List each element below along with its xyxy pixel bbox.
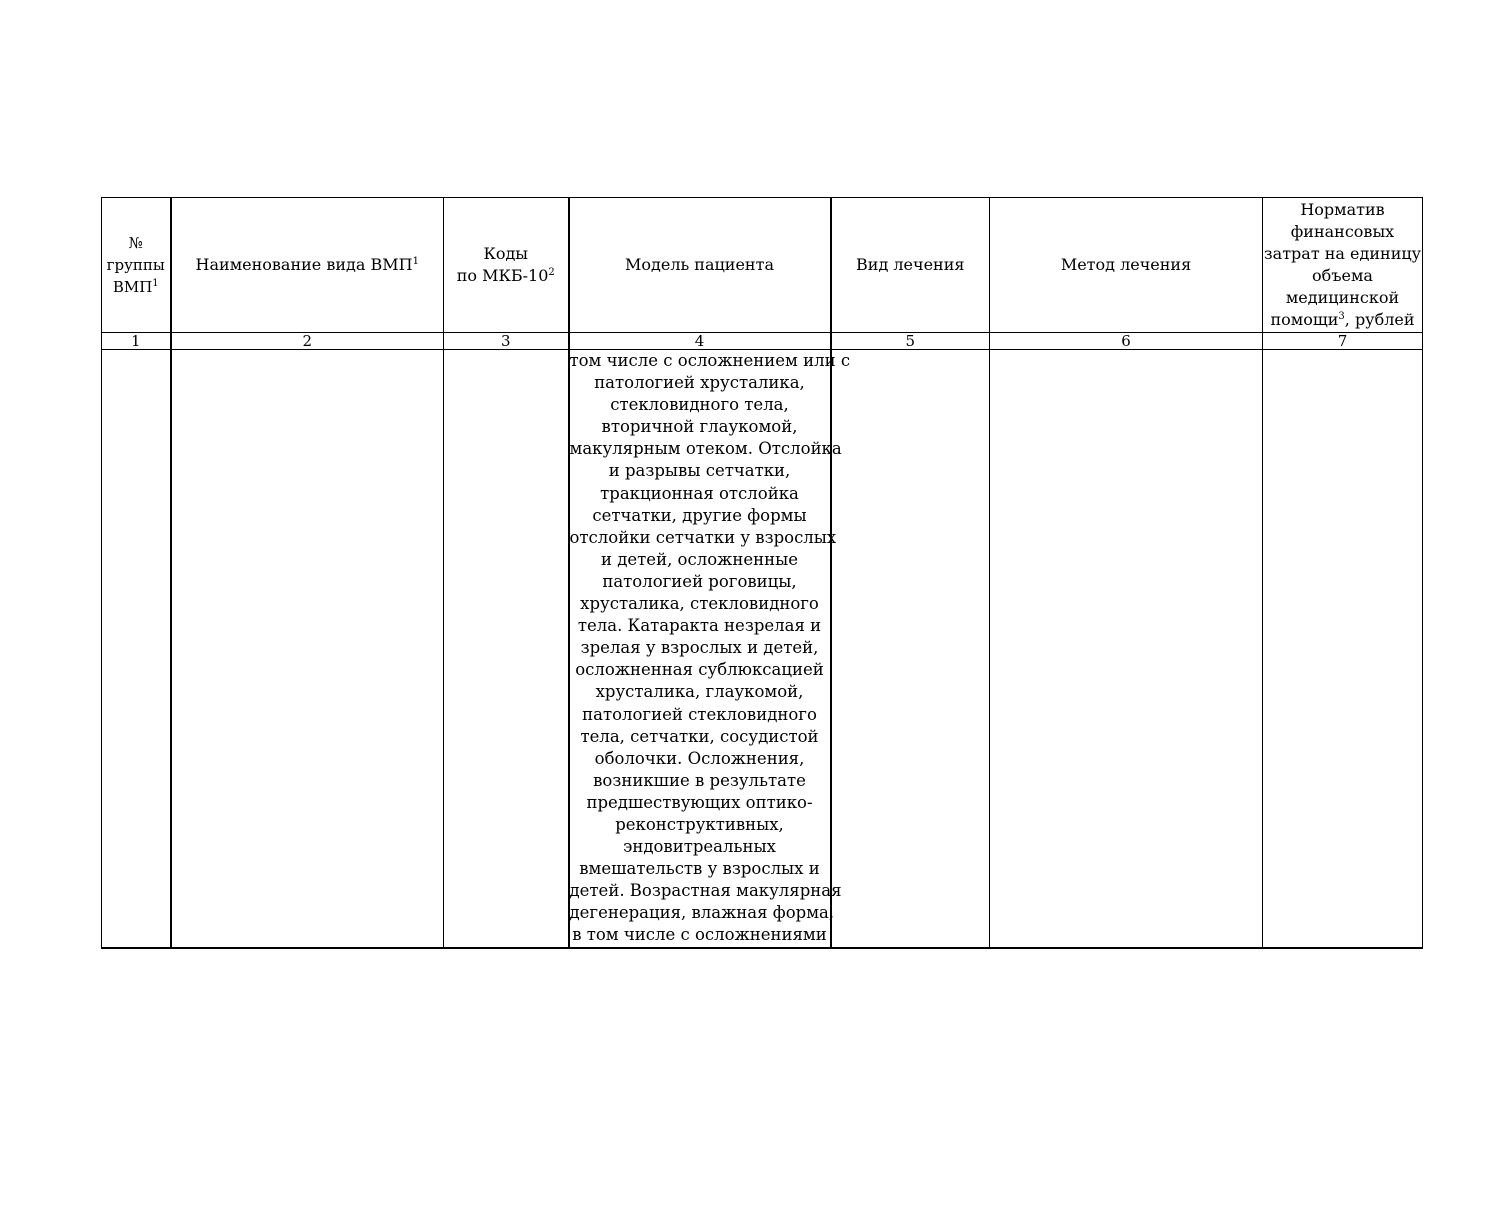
cell-patient-model (569, 350, 851, 948)
patient-model-line: патологией роговицы, (602, 571, 797, 591)
column-number: 4 (569, 333, 831, 350)
patient-model-line: тракционная отслойка (600, 483, 799, 503)
patient-model-line: хрусталика, стекловидного (580, 594, 819, 614)
cell-vmp-name (171, 350, 444, 948)
patient-model-line: хрусталика, глаукомой, (595, 682, 804, 702)
patient-model-line: патологией стекловидного (582, 704, 817, 724)
patient-model-line: тела. Катаракта незрелая и (577, 616, 822, 636)
patient-model-line: оболочки. Осложнения, (594, 748, 805, 768)
patient-model-line: в том числе с осложнениями (572, 925, 827, 945)
header-mkb-codes: Коды по МКБ-$10^2$ (444, 198, 569, 333)
column-number: 3 (444, 333, 569, 350)
column-number: 2 (171, 333, 444, 350)
patient-model-line: том числе с осложнением или с (569, 351, 851, 370)
header-treatment-method: Метод лечения (990, 198, 1263, 333)
cell-group-number (102, 350, 171, 948)
document-page (101, 197, 1422, 949)
patient-model-line: и разрывы сетчатки, (608, 461, 791, 481)
column-number-row (102, 333, 1423, 350)
patient-model-line: зрелая у взрослых и детей, (580, 638, 819, 658)
patient-model-line: макулярным отеком. Отслойка (569, 439, 842, 459)
cell-cost-norm (1263, 350, 1423, 948)
column-number: 5 (831, 333, 990, 350)
cell-treatment-method (990, 350, 1263, 948)
patient-model-line: осложненная сублюксацией (575, 660, 824, 680)
patient-model-line: вторичной глаукомой, (601, 417, 798, 437)
column-number: 7 (1263, 333, 1423, 350)
patient-model-line: тела, сетчатки, сосудистой (580, 726, 819, 746)
patient-model-line: отслойки сетчатки у взрослых (569, 527, 837, 547)
header-cost-norm: Норматив финансовых затрат на единицу объема медицинской помощи$^3$, рублей (1263, 198, 1423, 333)
patient-model-line: возникшие в результате (593, 770, 806, 790)
table-header-row (102, 198, 1423, 333)
cell-mkb-codes (444, 350, 569, 948)
patient-model-line: патологией хрусталика, (594, 373, 805, 393)
header-treatment-type: Вид лечения (831, 198, 990, 333)
column-number: 1 (102, 333, 171, 350)
vmp-table (101, 197, 1423, 949)
header-patient-model: Модель пациента (569, 198, 831, 333)
patient-model-line: и детей, осложненные (601, 549, 798, 569)
table-row (102, 350, 1423, 948)
patient-model-line: стекловидного тела, (610, 395, 789, 415)
patient-model-line: вмешательств у взрослых и (579, 859, 820, 879)
patient-model-line: эндовитреальных (623, 837, 776, 857)
column-number: 6 (990, 333, 1263, 350)
patient-model-line: предшествующих оптико- (586, 792, 813, 812)
header-vmp-name: Наименование вида ВМП$^1$ (171, 198, 444, 333)
header-group-number: № группы ВМП$^1$ (102, 198, 171, 333)
patient-model-line: дегенерация, влажная форма, (569, 903, 835, 923)
patient-model-line: детей. Возрастная макулярная (569, 881, 842, 901)
cell-treatment-type (831, 350, 990, 948)
patient-model-line: реконструктивных, (615, 814, 784, 834)
patient-model-line: сетчатки, другие формы (592, 505, 807, 525)
